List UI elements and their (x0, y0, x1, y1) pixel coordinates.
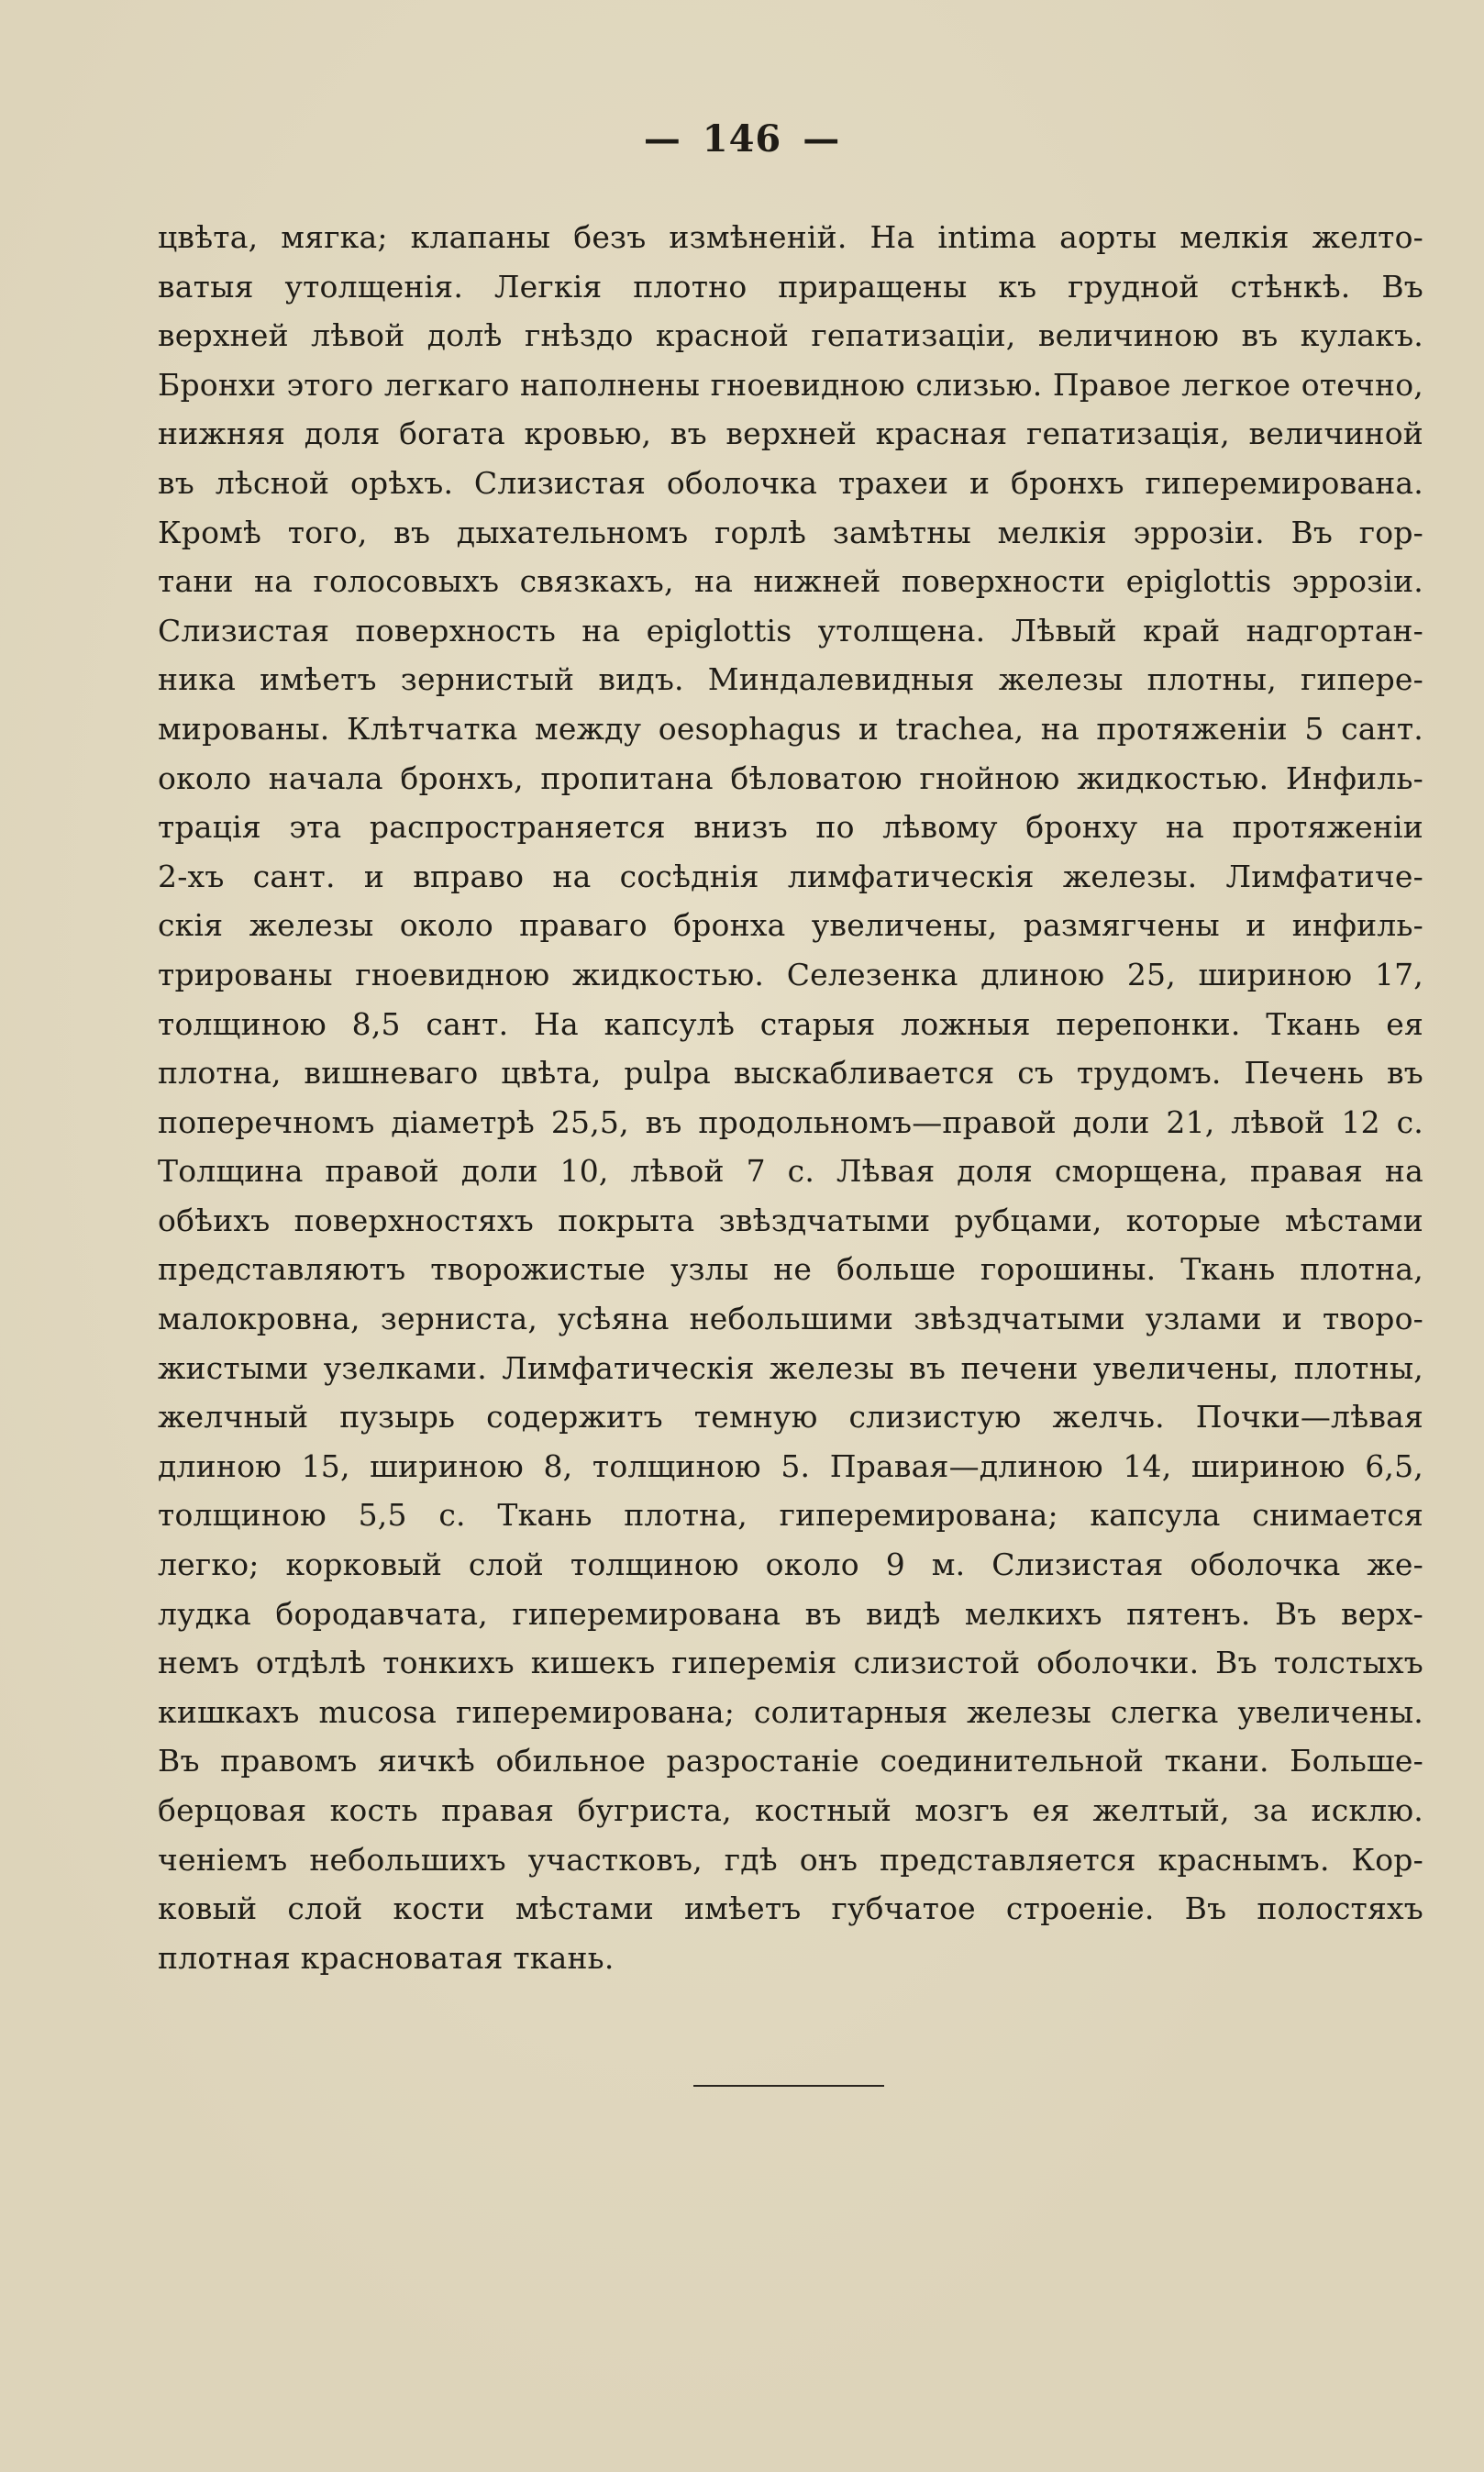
text-line: 2-хъ сант. и вправо на сосѣднія лимфатическія железы. Лимфатиче- (158, 858, 1423, 894)
text-line: представляютъ творожистые узлы не больше горошины. Ткань плотна, (158, 1251, 1423, 1288)
text-line: малокровна, зерниста, усѣяна небольшими звѣздчатыми узлами и творо- (158, 1301, 1423, 1337)
text-line: ковый слой кости мѣстами имѣетъ губчатое строеніе. Въ полостяхъ (158, 1890, 1423, 1927)
page-number-value: 146 (702, 117, 782, 161)
text-line: легко; корковый слой толщиною около 9 м. Слизистая оболочка же- (158, 1546, 1423, 1583)
text-line: Кромѣ того, въ дыхательномъ горлѣ замѣтны мелкія эррозіи. Въ гор- (158, 514, 1423, 550)
text-line: около начала бронхъ, пропитана бѣловатою гнойною жидкостью. Инфиль- (158, 759, 1423, 796)
text-line: Бронхи этого легкаго наполнены гноевидною слизью. Правое легкое отечно, (158, 366, 1423, 403)
text-line: цвѣта, мягка; клапаны безъ измѣненій. На intima аорты мелкія желто- (158, 219, 1423, 255)
text-line: мированы. Клѣтчатка между oesophagus и trachea, на протяженіи 5 сант. (158, 710, 1423, 747)
text-line: Въ правомъ яичкѣ обильное разростаніе соединительной ткани. Больше- (158, 1743, 1423, 1779)
text-line: немъ отдѣлѣ тонкихъ кишекъ гиперемія слизистой оболочки. Въ толстыхъ (158, 1645, 1423, 1681)
page-number-dash-right: — (803, 117, 841, 161)
text-line: берцовая кость правая бугриста, костный мозгъ ея желтый, за исклю. (158, 1792, 1423, 1828)
text-line: ченіемъ небольшихъ участковъ, гдѣ онъ представляется краснымъ. Кор- (158, 1841, 1423, 1878)
text-line: скія железы около праваго бронха увеличены, размягчены и инфиль- (158, 907, 1423, 944)
text-line: длиною 15, шириною 8, толщиною 5. Правая—длиною 14, шириною 6,5, (158, 1447, 1423, 1484)
text-line: тани на голосовыхъ связкахъ, на нижней поверхности epiglottis эррозіи. (158, 563, 1423, 600)
text-line: верхней лѣвой долѣ гнѣздо красной гепатизаціи, величиною въ кулакъ. (158, 317, 1423, 354)
text-line: нижняя доля богата кровью, въ верхней красная гепатизація, величиной (158, 416, 1423, 452)
text-line: обѣихъ поверхностяхъ покрыта звѣздчатыми рубцами, которые мѣстами (158, 1202, 1423, 1238)
text-line: плотна, вишневаго цвѣта, pulpa выскабливается съ трудомъ. Печень въ (158, 1055, 1423, 1092)
text-line: жистыми узелками. Лимфатическія железы въ печени увеличены, плотны, (158, 1349, 1423, 1386)
text-line: желчный пузырь содержитъ темную слизистую желчь. Почки—лѣвая (158, 1399, 1423, 1436)
body-text (158, 213, 1423, 1982)
text-line: въ лѣсной орѣхъ. Слизистая оболочка трахеи и бронхъ гиперемирована. (158, 464, 1423, 501)
text-line: поперечномъ діаметрѣ 25,5, въ продольномъ—правой доли 21, лѣвой 12 с. (158, 1103, 1423, 1140)
page-number-dash-left: — (643, 117, 681, 161)
text-line: Толщина правой доли 10, лѣвой 7 с. Лѣвая доля сморщена, правая на (158, 1153, 1423, 1190)
text-line: трированы гноевидною жидкостью. Селезенка длиною 25, шириною 17, (158, 956, 1423, 992)
text-line: толщиною 8,5 сант. На капсулѣ старыя ложныя перепонки. Ткань ея (158, 1005, 1423, 1042)
text-line: плотная красноватая ткань. (158, 1939, 615, 1976)
text-line: лудка бородавчата, гиперемирована въ видѣ мелкихъ пятенъ. Въ верх- (158, 1595, 1423, 1632)
text-line: трація эта распространяется внизъ по лѣвому бронху на протяженіи (158, 809, 1423, 846)
text-line: ника имѣетъ зернистый видъ. Миндалевидныя железы плотны, гипере- (158, 661, 1423, 698)
text-line: Слизистая поверхность на epiglottis утолщена. Лѣвый край надгортан- (158, 612, 1423, 648)
text-line: толщиною 5,5 с. Ткань плотна, гиперемирована; капсула снимается (158, 1497, 1423, 1534)
text-line: ватыя утолщенія. Легкія плотно приращены къ грудной стѣнкѣ. Въ (158, 268, 1423, 305)
page-number (0, 117, 1484, 161)
section-divider (693, 2085, 884, 2087)
text-line: кишкахъ mucosa гиперемирована; солитарныя железы слегка увеличены. (158, 1693, 1423, 1730)
